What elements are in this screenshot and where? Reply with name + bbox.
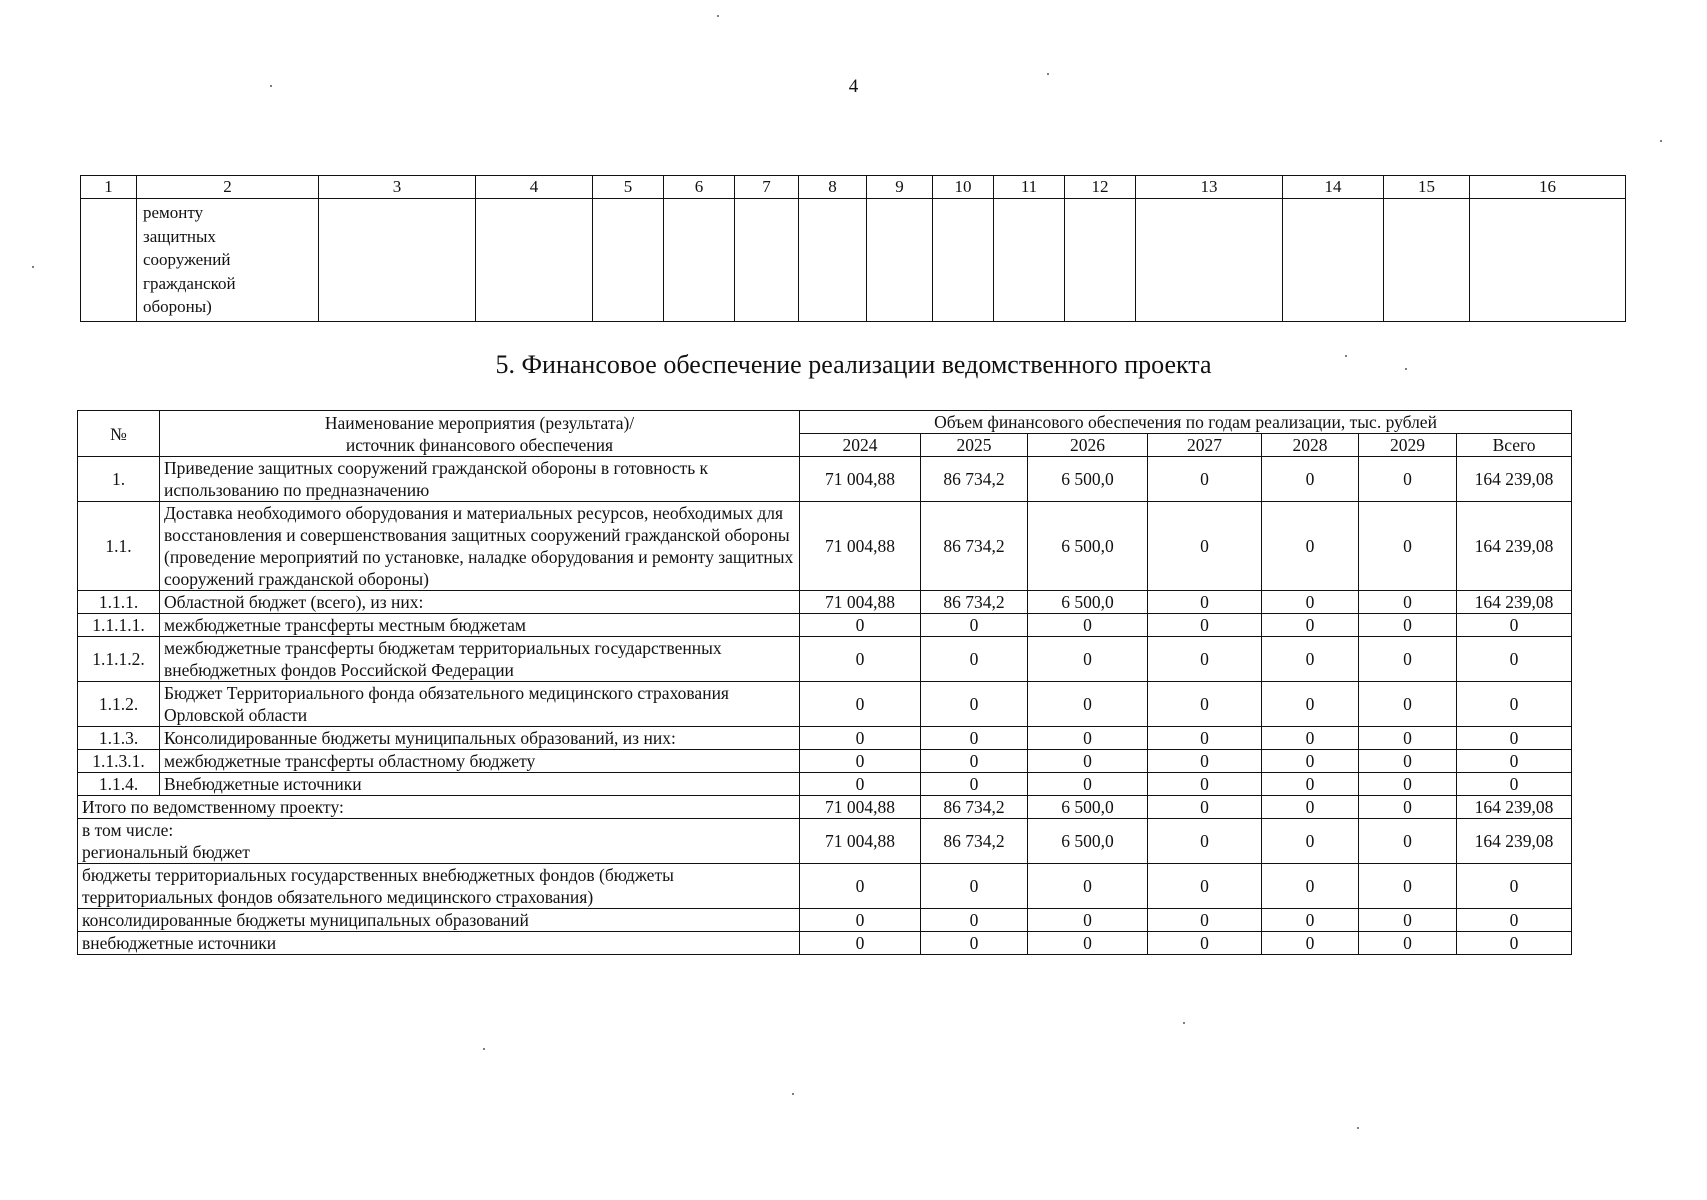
amount-cell: 71 004,88 <box>800 457 921 502</box>
amount-cell: 0 <box>1262 750 1359 773</box>
table-row <box>78 750 1572 773</box>
amount-cell: 0 <box>1359 502 1457 591</box>
amount-cell: 0 <box>921 682 1028 727</box>
amount-cell: 0 <box>800 864 921 909</box>
amount-cell: 0 <box>800 773 921 796</box>
amount-cell: 0 <box>800 727 921 750</box>
amount-cell: 0 <box>1359 614 1457 637</box>
amount-cell: 0 <box>1148 909 1262 932</box>
amount-cell: 0 <box>1359 727 1457 750</box>
column-number: 6 <box>664 176 735 199</box>
total-header: Всего <box>1457 434 1572 457</box>
amount-cell: 0 <box>1028 909 1148 932</box>
amount-cell: 0 <box>800 909 921 932</box>
amount-cell: 86 734,2 <box>921 819 1028 864</box>
table-row <box>78 682 1572 727</box>
column-number: 2 <box>137 176 319 199</box>
amount-cell: 71 004,88 <box>800 591 921 614</box>
amount-cell: 0 <box>1262 682 1359 727</box>
amount-cell: 71 004,88 <box>800 819 921 864</box>
amount-cell: 0 <box>1148 864 1262 909</box>
amount-cell: 0 <box>1262 932 1359 955</box>
amount-cell: 0 <box>1359 457 1457 502</box>
amount-cell: 86 734,2 <box>921 457 1028 502</box>
amount-cell: 0 <box>1457 682 1572 727</box>
amount-cell: 0 <box>1028 637 1148 682</box>
amount-cell: 0 <box>1028 614 1148 637</box>
row-number: 1.1.1.2. <box>78 637 160 682</box>
row-name: Приведение защитных сооружений гражданской обороны в готовность к использованию по предназначению <box>160 457 800 502</box>
amount-cell: 0 <box>921 637 1028 682</box>
rows-body <box>78 457 1572 796</box>
total-row <box>78 909 1572 932</box>
amount-cell: 0 <box>921 727 1028 750</box>
amount-cell: 0 <box>1148 819 1262 864</box>
table-row <box>78 727 1572 750</box>
amount-cell: 0 <box>1359 909 1457 932</box>
year-header: 2024 <box>800 434 921 457</box>
amount-cell: 0 <box>921 864 1028 909</box>
amount-cell: 0 <box>1148 502 1262 591</box>
row-name: Бюджет Территориального фонда обязательного медицинского страхования Орловской области <box>160 682 800 727</box>
table-row <box>78 502 1572 591</box>
amount-cell: 0 <box>1262 591 1359 614</box>
total-name-line: в том числе: <box>82 820 174 840</box>
amount-cell: 0 <box>1148 457 1262 502</box>
row-number: 1.1.1. <box>78 591 160 614</box>
row-name: Консолидированные бюджеты муниципальных образований, из них: <box>160 727 800 750</box>
amount-cell: 164 239,08 <box>1457 591 1572 614</box>
row-name: межбюджетные трансферты местным бюджетам <box>160 614 800 637</box>
amount-cell: 0 <box>1148 682 1262 727</box>
continuation-table <box>80 175 1626 322</box>
row-number: 1.1.3.1. <box>78 750 160 773</box>
column-number: 12 <box>1065 176 1136 199</box>
amount-cell: 0 <box>800 750 921 773</box>
amount-cell: 0 <box>1028 864 1148 909</box>
column-number-row <box>81 176 1626 199</box>
year-header: 2029 <box>1359 434 1457 457</box>
amount-cell: 0 <box>1028 932 1148 955</box>
amount-cell: 0 <box>921 750 1028 773</box>
amount-cell: 0 <box>1457 750 1572 773</box>
amount-cell: 0 <box>1262 457 1359 502</box>
amount-cell: 6 500,0 <box>1028 457 1148 502</box>
row-number: 1.1. <box>78 502 160 591</box>
row-number: 1.1.4. <box>78 773 160 796</box>
row-name: Внебюджетные источники <box>160 773 800 796</box>
amount-cell: 0 <box>1359 864 1457 909</box>
amount-cell: 164 239,08 <box>1457 796 1572 819</box>
amount-cell: 86 734,2 <box>921 796 1028 819</box>
amount-cell: 0 <box>1359 637 1457 682</box>
amount-cell: 0 <box>1028 682 1148 727</box>
column-number: 9 <box>867 176 933 199</box>
amount-cell: 0 <box>1262 864 1359 909</box>
column-number: 11 <box>994 176 1065 199</box>
amount-cell: 0 <box>1457 864 1572 909</box>
row-number: 1.1.2. <box>78 682 160 727</box>
total-name: бюджеты территориальных государственных внебюджетных фондов (бюджеты территориальных фондов обязательного медицинского страхования) <box>78 864 800 909</box>
amount-cell: 0 <box>921 773 1028 796</box>
amount-cell: 6 500,0 <box>1028 819 1148 864</box>
amount-cell: 0 <box>1359 819 1457 864</box>
amount-cell: 0 <box>1457 932 1572 955</box>
total-row <box>78 796 1572 819</box>
amount-cell: 86 734,2 <box>921 502 1028 591</box>
column-number: 5 <box>593 176 664 199</box>
amount-cell: 0 <box>1028 773 1148 796</box>
amount-cell: 0 <box>1148 591 1262 614</box>
table-row <box>78 614 1572 637</box>
page-number: 4 <box>848 76 859 97</box>
amount-cell: 0 <box>1148 614 1262 637</box>
table-row <box>78 591 1572 614</box>
column-number: 13 <box>1136 176 1283 199</box>
amount-cell: 0 <box>1457 637 1572 682</box>
name-header: Наименование мероприятия (результата)/ источник финансового обеспечения <box>160 411 800 457</box>
finance-table <box>77 410 1572 955</box>
totals-body <box>78 796 1572 955</box>
column-number: 8 <box>799 176 867 199</box>
amount-cell: 0 <box>921 932 1028 955</box>
column-number: 7 <box>735 176 799 199</box>
header-row <box>78 411 1572 434</box>
year-header: 2026 <box>1028 434 1148 457</box>
amount-cell: 71 004,88 <box>800 796 921 819</box>
amount-cell: 0 <box>1359 796 1457 819</box>
amount-cell: 0 <box>1262 727 1359 750</box>
amount-cell: 0 <box>1262 637 1359 682</box>
amount-cell: 86 734,2 <box>921 591 1028 614</box>
total-row <box>78 864 1572 909</box>
column-number: 15 <box>1384 176 1470 199</box>
total-name: внебюджетные источники <box>78 932 800 955</box>
year-header: 2025 <box>921 434 1028 457</box>
column-number: 4 <box>476 176 593 199</box>
amount-cell: 0 <box>1457 727 1572 750</box>
amount-cell: 0 <box>800 932 921 955</box>
amount-cell: 6 500,0 <box>1028 502 1148 591</box>
amount-cell: 0 <box>1359 750 1457 773</box>
amount-cell: 0 <box>1148 727 1262 750</box>
row-name: межбюджетные трансферты областному бюджету <box>160 750 800 773</box>
amount-cell: 164 239,08 <box>1457 819 1572 864</box>
table-row <box>78 457 1572 502</box>
amount-cell: 0 <box>1148 932 1262 955</box>
amount-cell: 0 <box>1359 682 1457 727</box>
total-name: Итого по ведомственному проекту: <box>78 796 800 819</box>
amount-cell: 0 <box>1457 909 1572 932</box>
amount-cell: 0 <box>1262 819 1359 864</box>
year-header: 2028 <box>1262 434 1359 457</box>
amount-cell: 164 239,08 <box>1457 502 1572 591</box>
amount-cell: 0 <box>1457 614 1572 637</box>
column-number: 10 <box>933 176 994 199</box>
table-row <box>78 637 1572 682</box>
row-number: 1.1.1.1. <box>78 614 160 637</box>
total-name: консолидированные бюджеты муниципальных образований <box>78 909 800 932</box>
table-row <box>78 773 1572 796</box>
total-name <box>78 819 800 864</box>
total-row <box>78 932 1572 955</box>
num-header: № <box>78 411 160 457</box>
amount-cell: 0 <box>1148 773 1262 796</box>
amount-cell: 0 <box>800 682 921 727</box>
amount-cell: 0 <box>1359 932 1457 955</box>
total-row <box>78 819 1572 864</box>
row-number: 1. <box>78 457 160 502</box>
amount-cell: 0 <box>1262 796 1359 819</box>
column-number: 16 <box>1470 176 1626 199</box>
amount-cell: 0 <box>1028 750 1148 773</box>
amount-cell: 0 <box>1262 614 1359 637</box>
amount-cell: 0 <box>1359 591 1457 614</box>
column-number: 1 <box>81 176 137 199</box>
column-number: 3 <box>319 176 476 199</box>
total-name-line: региональный бюджет <box>82 842 250 862</box>
row-name: межбюджетные трансферты бюджетам территориальных государственных внебюджетных фондов Российской Федерации <box>160 637 800 682</box>
continuation-text: ремонту защитных сооружений гражданской обороны) <box>137 199 319 322</box>
row-name: Областной бюджет (всего), из них: <box>160 591 800 614</box>
amount-cell: 0 <box>1148 750 1262 773</box>
amount-cell: 0 <box>921 909 1028 932</box>
amount-cell: 0 <box>800 637 921 682</box>
amount-cell: 0 <box>921 614 1028 637</box>
amount-cell: 0 <box>1262 773 1359 796</box>
volume-header: Объем финансового обеспечения по годам реализации, тыс. рублей <box>800 411 1572 434</box>
row-name: Доставка необходимого оборудования и материальных ресурсов, необходимых для восстановления и совершенствования защитных сооружений гражданской обороны (проведение мероприятий по установке, наладке оборудования и ремонту защитных сооружений гражданской обороны) <box>160 502 800 591</box>
amount-cell: 6 500,0 <box>1028 591 1148 614</box>
table-row <box>81 199 1626 322</box>
row-number: 1.1.3. <box>78 727 160 750</box>
amount-cell: 0 <box>1262 502 1359 591</box>
amount-cell: 0 <box>1262 909 1359 932</box>
amount-cell: 0 <box>1028 727 1148 750</box>
amount-cell: 164 239,08 <box>1457 457 1572 502</box>
column-number: 14 <box>1283 176 1384 199</box>
amount-cell: 0 <box>1148 796 1262 819</box>
amount-cell: 71 004,88 <box>800 502 921 591</box>
year-header: 2027 <box>1148 434 1262 457</box>
section-title: 5. Финансовое обеспечение реализации ведомственного проекта <box>495 350 1212 379</box>
amount-cell: 0 <box>1359 773 1457 796</box>
amount-cell: 0 <box>800 614 921 637</box>
amount-cell: 0 <box>1457 773 1572 796</box>
amount-cell: 0 <box>1148 637 1262 682</box>
amount-cell: 6 500,0 <box>1028 796 1148 819</box>
